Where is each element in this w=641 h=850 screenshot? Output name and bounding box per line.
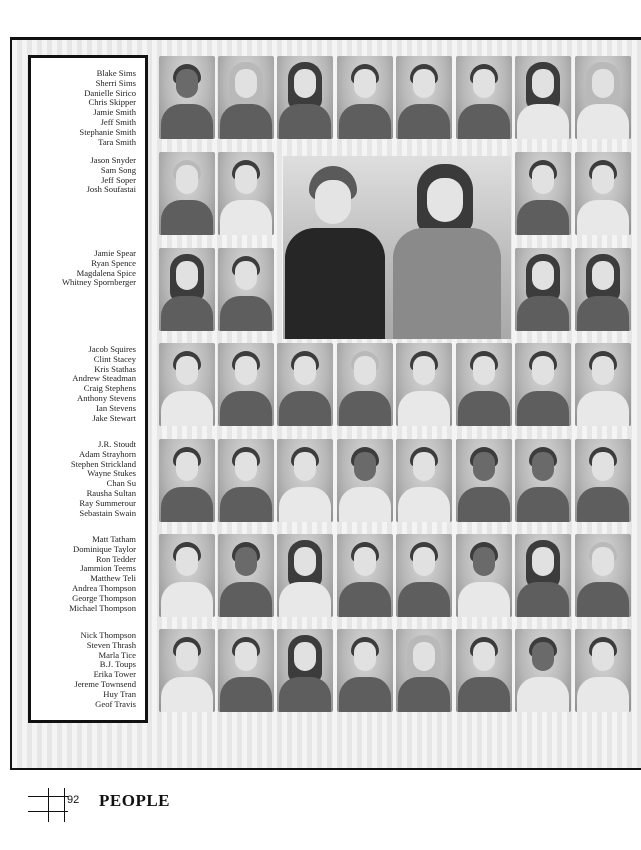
student-portrait (515, 629, 571, 712)
student-name: Magdalena Spice (76, 267, 136, 278)
student-name: Chan Su (106, 478, 136, 489)
student-name: Marla Tice (98, 649, 136, 660)
student-name: Jason Snyder (90, 155, 136, 165)
candid-group-photo (283, 156, 511, 339)
student-portrait (575, 248, 631, 331)
student-name: Erika Tower (93, 669, 136, 680)
student-name: Ryan Spence (91, 257, 136, 268)
student-name: Jamie Smith (93, 107, 136, 118)
names-panel (28, 55, 148, 723)
student-name: Jereme Townsend (74, 678, 136, 689)
student-name: Steven Thrash (86, 639, 136, 650)
footer-divider (64, 788, 65, 822)
student-portrait (337, 343, 393, 426)
student-name: B.J. Toups (99, 659, 136, 670)
student-portrait (515, 56, 571, 139)
student-name: Jeff Smith (100, 116, 136, 127)
student-portrait (159, 152, 215, 235)
student-portrait (159, 439, 215, 522)
footer-divider (48, 788, 49, 822)
student-name: Danielle Sirico (84, 87, 136, 98)
student-name: Craig Stephens (83, 383, 136, 394)
student-portrait (218, 56, 274, 139)
student-portrait (575, 629, 631, 712)
student-name: Michael Thompson (69, 602, 136, 613)
student-name: Matt Tatham (92, 534, 136, 544)
student-portrait (396, 439, 452, 522)
student-name: Andrea Thompson (71, 582, 136, 593)
student-portrait (575, 56, 631, 139)
student-name: Nick Thompson (80, 630, 136, 640)
student-name: Stephanie Smith (79, 126, 136, 137)
student-portrait (456, 534, 512, 617)
student-portrait (159, 248, 215, 331)
student-portrait (337, 629, 393, 712)
student-portrait (277, 343, 333, 426)
student-name: Ron Tedder (95, 553, 136, 564)
student-portrait (277, 629, 333, 712)
student-portrait (218, 439, 274, 522)
student-name: Huy Tran (103, 688, 136, 699)
student-portrait (159, 534, 215, 617)
student-portrait (456, 56, 512, 139)
student-portrait (218, 534, 274, 617)
student-name: George Thompson (72, 592, 136, 603)
student-portrait (218, 629, 274, 712)
student-name: J.R. Stoudt (98, 439, 136, 449)
student-portrait (396, 534, 452, 617)
student-name: Jamie Spear (94, 248, 136, 258)
name-group-4 (72, 345, 136, 423)
name-group-2 (87, 156, 136, 195)
student-name: Chris Skipper (88, 97, 136, 108)
student-portrait (277, 439, 333, 522)
student-portrait (515, 152, 571, 235)
student-name: Anthony Stevens (77, 392, 136, 403)
student-name: Stephen Strickland (70, 458, 136, 469)
student-name: Jammion Teems (80, 563, 136, 574)
name-group-3 (62, 249, 136, 288)
student-name: Kris Stathas (94, 363, 136, 374)
student-portrait (218, 152, 274, 235)
student-name: Ray Summerour (79, 497, 136, 508)
student-portrait (456, 629, 512, 712)
student-portrait (515, 439, 571, 522)
student-name: Ian Stevens (96, 402, 136, 413)
student-portrait (337, 439, 393, 522)
name-group-6 (69, 535, 136, 613)
student-portrait (337, 534, 393, 617)
student-name: Geof Travis (95, 698, 136, 709)
student-name: Adam Strayhorn (78, 448, 136, 459)
student-name: Andrew Steadman (72, 373, 136, 384)
student-name: Clint Stacey (93, 353, 136, 364)
student-name: Matthew Teli (90, 573, 136, 584)
student-portrait (456, 439, 512, 522)
student-portrait (218, 248, 274, 331)
student-name: Sebastain Swain (79, 507, 136, 518)
student-portrait (515, 343, 571, 426)
name-group-7 (74, 631, 136, 709)
student-name: Wayne Stukes (87, 468, 136, 479)
student-portrait (218, 343, 274, 426)
student-portrait (159, 343, 215, 426)
student-name: Rausha Sultan (86, 487, 136, 498)
page-number: 92 (67, 794, 80, 806)
student-portrait (159, 56, 215, 139)
student-name: Tara Smith (98, 136, 136, 147)
student-name: Dominique Taylor (73, 543, 136, 554)
student-name: Josh Soufastai (86, 184, 136, 195)
name-group-5 (71, 440, 136, 518)
student-portrait (277, 534, 333, 617)
student-portrait (337, 56, 393, 139)
student-portrait (456, 343, 512, 426)
student-portrait (515, 534, 571, 617)
student-portrait (575, 152, 631, 235)
student-portrait (396, 56, 452, 139)
student-name: Jacob Squires (88, 344, 136, 354)
student-portrait (575, 343, 631, 426)
student-portrait (575, 534, 631, 617)
student-name: Jeff Soper (101, 174, 136, 185)
name-group-1 (79, 69, 136, 147)
student-name: Blake Sims (96, 68, 136, 78)
student-portrait (159, 629, 215, 712)
student-name: Sherri Sims (95, 77, 136, 88)
student-name: Whitney Spornberger (61, 277, 136, 288)
student-portrait (396, 629, 452, 712)
student-portrait (396, 343, 452, 426)
student-name: Jake Stewart (92, 412, 136, 423)
section-title: PEOPLE (99, 791, 171, 810)
student-portrait (575, 439, 631, 522)
student-portrait (277, 56, 333, 139)
student-name: Sam Song (100, 164, 136, 175)
student-portrait (515, 248, 571, 331)
